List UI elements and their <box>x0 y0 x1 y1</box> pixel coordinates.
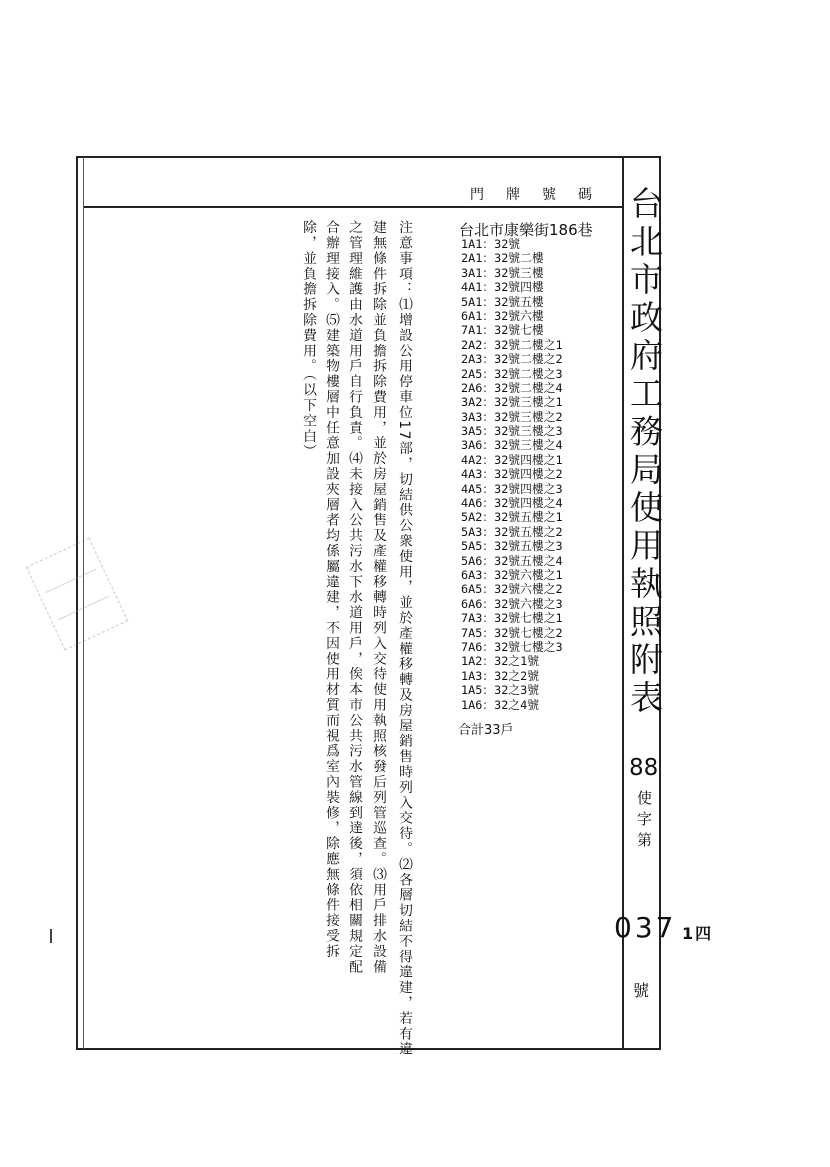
address-item: 7A6：32號七樓之3 <box>461 639 563 654</box>
binding-mark <box>50 929 52 943</box>
address-item: 5A1：32號五樓 <box>461 294 544 309</box>
address-item: 2A1：32號二樓 <box>461 251 544 266</box>
address-street: 台北市康樂街186巷 <box>459 221 593 239</box>
address-item: 6A1：32號六樓 <box>461 308 544 323</box>
header-divider <box>83 206 623 208</box>
address-item: 2A6：32號二樓之4 <box>461 380 563 395</box>
address-item: 6A3：32號六樓之1 <box>461 567 563 582</box>
address-item: 4A3：32號四樓之2 <box>461 467 563 482</box>
address-item: 7A3：32號七樓之1 <box>461 611 563 626</box>
notes-line-4: 合辦理接入。⑸建築物樓層中任意加設夾層者均係屬違建，不因使用材質而視爲室內裝修，除應無條件接受拆 <box>323 220 339 960</box>
address-item: 3A6：32號三樓之4 <box>461 438 563 453</box>
side-title: 台北市政府工務局使用執照附表 <box>625 186 664 718</box>
address-item: 5A3：32號五樓之2 <box>461 524 563 539</box>
address-item: 3A2：32號三樓之1 <box>461 395 563 410</box>
address-item: 6A5：32號六樓之2 <box>461 582 563 597</box>
address-item: 1A5：32之3號 <box>461 683 540 698</box>
address-item: 7A1：32號七樓 <box>461 323 544 338</box>
address-item: 5A5：32號五樓之3 <box>461 539 563 554</box>
address-item: 5A6：32號五樓之4 <box>461 553 563 568</box>
address-item: 2A2：32號二樓之1 <box>461 337 563 352</box>
permit-label: 使字第 <box>635 790 653 853</box>
address-item: 3A5：32號三樓之3 <box>461 424 563 439</box>
permit-number-suffix: 1四 <box>682 924 714 943</box>
address-item: 4A5：32號四樓之3 <box>461 481 563 496</box>
address-item: 5A2：32號五樓之1 <box>461 510 563 525</box>
address-item: 1A1：32號 <box>461 237 521 251</box>
header-label: 門牌號碼 <box>470 187 614 203</box>
address-total: 合計33戶 <box>458 723 514 738</box>
permit-number: 037 <box>614 911 677 944</box>
address-item: 4A1：32號四樓 <box>461 280 544 295</box>
address-item: 2A3：32號二樓之2 <box>461 352 563 367</box>
address-item: 1A6：32之4號 <box>461 697 540 712</box>
permit-suffix: 號 <box>633 981 650 1000</box>
address-list <box>461 237 563 712</box>
notes-line-3: 之管理維護由水道用戶自行負責。⑷未接入公共污水下水道用戶，俟本市公共污水管線到達後，須依相關規定配 <box>346 220 362 975</box>
address-item: 4A6：32號四樓之4 <box>461 496 563 511</box>
address-item: 3A3：32號三樓之2 <box>461 409 563 424</box>
notes-line-5: 除，並負擔拆除費用。（以下空白） <box>300 220 316 460</box>
permit-year: 88 <box>629 755 659 781</box>
address-item: 1A2：32之1號 <box>461 654 540 669</box>
address-item: 3A1：32號三樓 <box>461 265 544 280</box>
address-item: 7A5：32號七樓之2 <box>461 625 563 640</box>
address-item: 4A2：32號四樓之1 <box>461 452 563 467</box>
notes-line-1: 注意事項：⑴增設公用停車位17部，切結供公衆使用，並於產權移轉及房屋銷售時列入交待。⑵各層切結不得違建，若有違 <box>396 220 412 1057</box>
address-item: 2A5：32號二樓之3 <box>461 366 563 381</box>
address-item: 6A6：32號六樓之3 <box>461 596 563 611</box>
notes-line-2: 建無條件拆除並負擔拆除費用，並於房屋銷售及產權移轉時列入交待使用執照核發后列管巡查。⑶用戶排水設備 <box>370 220 386 975</box>
address-item: 1A3：32之2號 <box>461 668 540 683</box>
